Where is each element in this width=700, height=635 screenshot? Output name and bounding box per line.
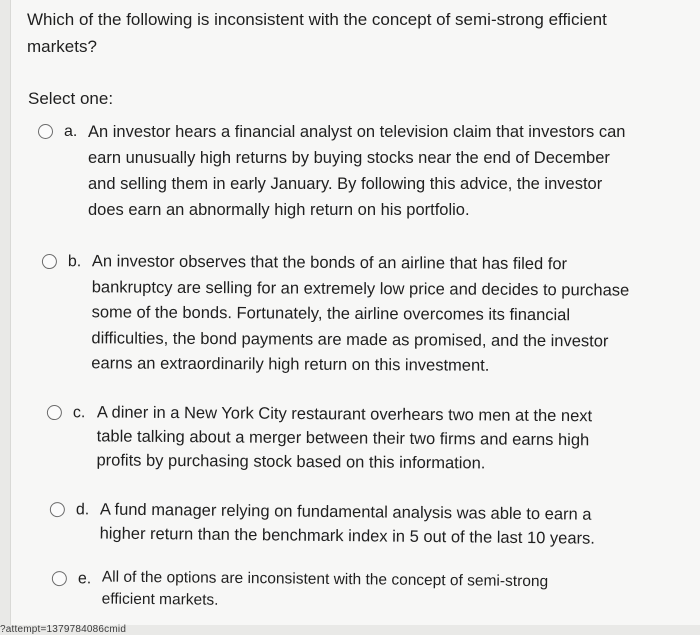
option-a[interactable] [38, 119, 640, 223]
option-letter-b: b. [67, 253, 82, 271]
radio-button-b[interactable] [42, 254, 57, 269]
option-text-b[interactable]: An investor observes that the bonds of an airline that has filed for bankruptcy are selling for an extremely low price and decides to purchase some of the bonds. Fortunately, the airline overcomes its financial difficulties, the bond payments are made as promised, and the investor earns an extraordinarily high return on this investment. [91, 252, 630, 375]
option-letter-e: e. [77, 570, 92, 588]
question-text: Which of the following is inconsistent with the concept of semi-strong efficient markets? [27, 10, 607, 56]
option-d[interactable] [49, 497, 634, 551]
option-letter-c: c. [72, 404, 86, 422]
radio-button-e[interactable] [52, 571, 67, 586]
option-b[interactable] [41, 249, 637, 380]
radio-button-d[interactable] [50, 502, 65, 517]
radio-button-a[interactable] [38, 124, 53, 139]
status-url-fragment: ?attempt=1379784086cmid [0, 624, 127, 635]
option-c[interactable] [46, 400, 622, 477]
select-one-label: Select one: [28, 89, 114, 108]
option-e[interactable] [52, 566, 582, 616]
option-text-a[interactable]: An investor hears a financial analyst on television claim that investors can earn unusually high returns by buying stocks near the end of December and selling them in early January. By following this advice, the investor does earn an abnormally high return on his portfolio. [88, 123, 626, 219]
radio-button-c[interactable] [47, 405, 62, 420]
option-letter-d: d. [75, 501, 90, 519]
option-text-e[interactable]: All of the options are inconsistent with the concept of semi-strong efficient markets. [101, 568, 549, 609]
option-text-d[interactable]: A fund manager relying on fundamental analysis was able to earn a higher return than the benchmark index in 5 out of the last 10 years. [99, 500, 595, 548]
option-text-c[interactable]: A diner in a New York City restaurant overhears two men at the next table talking about a merger between their two firms and earns high profits by purchasing stock based on this information. [96, 403, 593, 473]
option-letter-a: a. [64, 123, 78, 140]
